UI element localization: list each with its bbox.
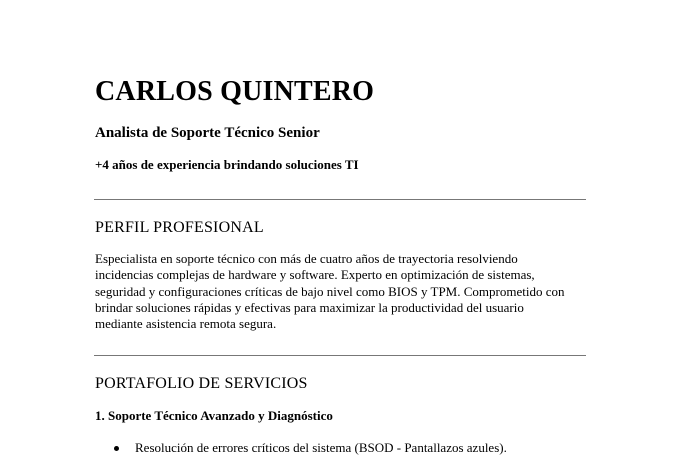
profile-line: incidencias complejas de hardware y software. Experto en optimización de sistemas, [95,267,535,283]
service-bullet-list [95,440,595,457]
list-item [95,440,595,457]
profile-line: brindar soluciones rápidas y efectivas para maximizar la productividad del usuario [95,299,524,315]
job-title: Analista de Soporte Técnico Senior [95,125,320,141]
profile-heading: PERFIL PROFESIONAL [95,219,264,236]
service-group-title: 1. Soporte Técnico Avanzado y Diagnóstico [95,408,333,423]
service-item-text: Resolución de errores críticos del sistema (BSOD - Pantallazos azules). [135,440,507,455]
section-divider [94,355,586,356]
profile-paragraph [95,251,595,332]
profile-line: Especialista en soporte técnico con más de cuatro años de trayectoria resolviendo [95,251,518,266]
section-divider [94,199,586,200]
profile-line: seguridad y configuraciones críticas de bajo nivel como BIOS y TPM. Comprometido con [95,283,565,299]
bullet-icon [114,446,119,451]
services-heading: PORTAFOLIO DE SERVICIOS [95,375,308,392]
candidate-name: CARLOS QUINTERO [95,76,375,107]
experience-tagline: +4 años de experiencia brindando soluciones TI [95,157,359,172]
profile-line: mediante asistencia remota segura. [95,316,277,332]
